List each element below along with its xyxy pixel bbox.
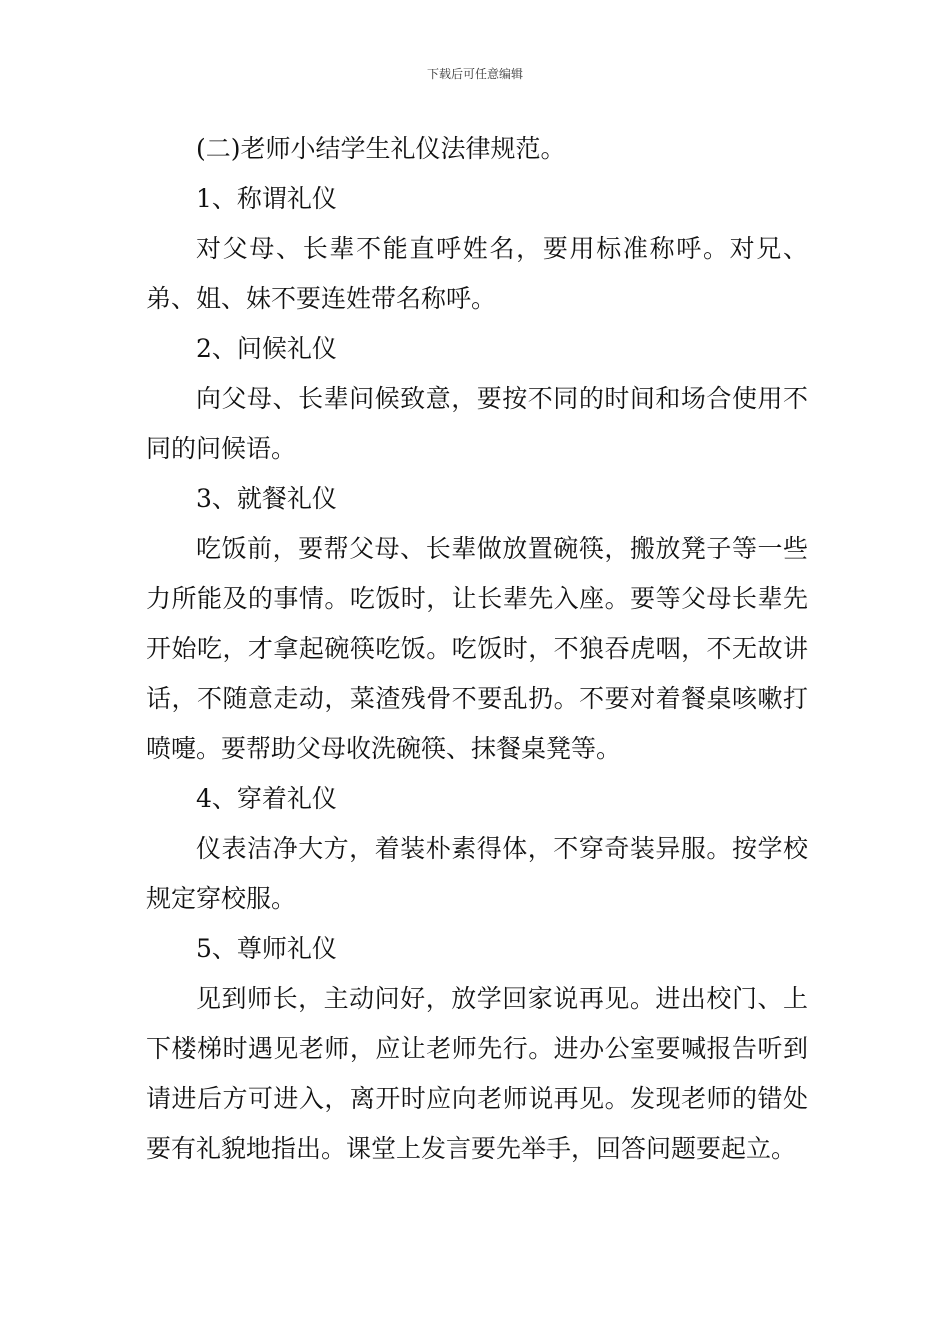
paragraph-address-etiquette: 对父母、长辈不能直呼姓名，要用标准称呼。对兄、弟、姐、妹不要连姓带名称呼。 — [146, 234, 808, 313]
paragraph-teacher-respect-etiquette: 见到师长，主动问好，放学回家说再见。进出校门、上下楼梯时遇见老师，应让老师先行。进办公室要喊报告听到请进后方可进入，离开时应向老师说再见。发现老师的错处要有礼貌地指出。课堂上发言要先举手，回答问题要起立。 — [146, 984, 808, 1163]
section-heading-teacher-respect-etiquette: 5、尊师礼仪 — [196, 934, 337, 963]
paragraph-dining-etiquette: 吃饭前，要帮父母、长辈做放置碗筷，搬放凳子等一些力所能及的事情。吃饭时，让长辈先入座。要等父母长辈先开始吃，才拿起碗筷吃饭。吃饭时，不狼吞虎咽，不无故讲话，不随意走动，菜渣残骨不要乱扔。不要对着餐桌咳嗽打喷嚏。要帮助父母收洗碗筷、抹餐桌凳等。 — [146, 534, 808, 763]
paragraph-dress-etiquette: 仪表洁净大方，着装朴素得体，不穿奇装异服。按学校规定穿校服。 — [146, 834, 808, 913]
paragraph-greeting-etiquette: 向父母、长辈问候致意，要按不同的时间和场合使用不同的问候语。 — [146, 384, 808, 463]
document-body — [146, 124, 808, 1174]
section-heading-address-etiquette: 1、称谓礼仪 — [196, 184, 337, 213]
section-heading-dining-etiquette: 3、就餐礼仪 — [196, 484, 337, 513]
paragraph-summary-heading: (二)老师小结学生礼仪法律规范。 — [196, 134, 566, 163]
page-header: 下载后可任意编辑 — [426, 67, 523, 81]
section-heading-greeting-etiquette: 2、问候礼仪 — [196, 334, 337, 363]
section-heading-dress-etiquette: 4、穿着礼仪 — [196, 784, 337, 813]
